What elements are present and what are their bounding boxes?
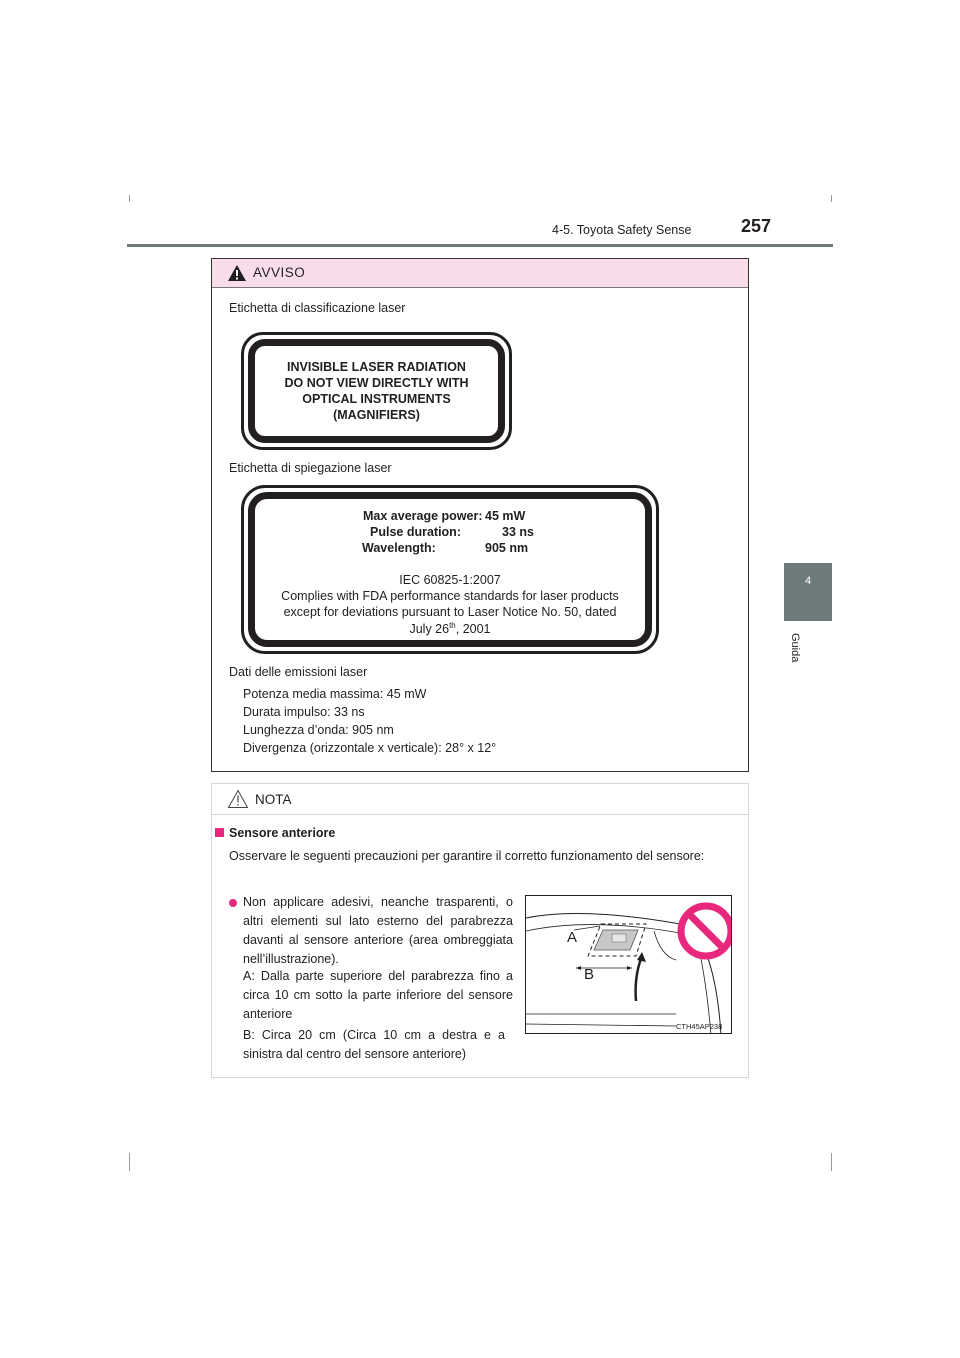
compliance-line: except for deviations pursuant to Laser Notice No. 50, dated [283,605,617,619]
classification-line: OPTICAL INSTRUMENTS [302,392,451,406]
crop-mark [831,1153,832,1171]
note-header [212,784,748,815]
warning-header [212,259,748,288]
windshield-drawing [526,896,732,1034]
emission-item: Durata impulso: 33 ns [243,705,365,719]
classification-line: (MAGNIFIERS) [333,408,420,422]
classification-line: INVISIBLE LASER RADIATION [287,360,466,374]
spec-row [370,525,534,539]
classification-line: DO NOT VIEW DIRECTLY WITH [284,376,469,390]
page-number: 257 [741,216,772,236]
classification-label [241,332,512,450]
compliance-line: Complies with FDA performance standards for laser products [281,589,619,603]
section-title: 4-5. Toyota Safety Sense [552,223,692,237]
caution-triangle-icon [227,789,249,809]
spec-value: 33 ns [502,525,534,539]
note-item-a: A: Dalla parte superiore del parabrezza fino a circa 10 cm sotto la parte inferiore del sensore anteriore [243,969,513,1021]
spec-name: Wavelength: [362,541,436,555]
date-superscript: th [449,621,456,630]
spec-row [362,541,528,555]
emission-item: Divergenza (orizzontale x verticale): 28° x 12° [243,741,497,755]
chapter-number: 4 [804,575,812,587]
windshield-illustration [525,895,732,1034]
note-heading: Sensore anteriore [229,826,336,840]
date-suffix: , 2001 [455,622,491,637]
compliance-date [255,621,645,636]
note-intro: Osservare le seguenti precauzioni per garantire il corretto funzionamento del sensore: [229,849,705,863]
note-item-b: B: Circa 20 cm (Circa 10 cm a destra e a sinistra dal centro del sensore anteriore) [243,1028,505,1061]
crop-mark [831,195,832,202]
spec-value: 905 nm [485,541,529,555]
date-prefix: July 26 [409,622,450,637]
section-square-icon [215,828,224,837]
spec-name: Max average power: [363,509,483,523]
emission-caption: Dati delle emissioni laser [229,665,368,679]
note-bullet: Non applicare adesivi, neanche trasparenti, o altri elementi sul lato esterno del parabrezza davanti al sensore anteriore (area ombreggiata nell’illustrazione). [243,895,513,966]
explanation-label [241,485,659,654]
emission-item: Lunghezza d’onda: 905 nm [243,723,394,737]
note-title: NOTA [255,792,292,807]
bullet-dot-icon [229,899,237,907]
crop-mark [129,1153,130,1171]
spec-name: Pulse duration: [370,525,461,539]
figure-label-b: B [584,966,595,983]
emission-item: Potenza media massima: 45 mW [243,687,427,701]
figure-label-a: A [567,929,578,946]
spec-row [363,509,525,523]
figure-code: CTH45AP238 [676,1022,723,1031]
spec-value: 45 mW [485,509,526,523]
warning-triangle-icon [227,264,247,282]
chapter-tab [784,563,832,621]
crop-mark [129,195,130,202]
explanation-caption: Etichetta di spiegazione laser [229,461,392,475]
header-rule [127,244,833,247]
warning-title: AVVISO [253,265,306,280]
chapter-label: Guida [789,633,801,663]
classification-caption: Etichetta di classificazione laser [229,301,406,315]
standard-text: IEC 60825-1:2007 [399,573,501,587]
